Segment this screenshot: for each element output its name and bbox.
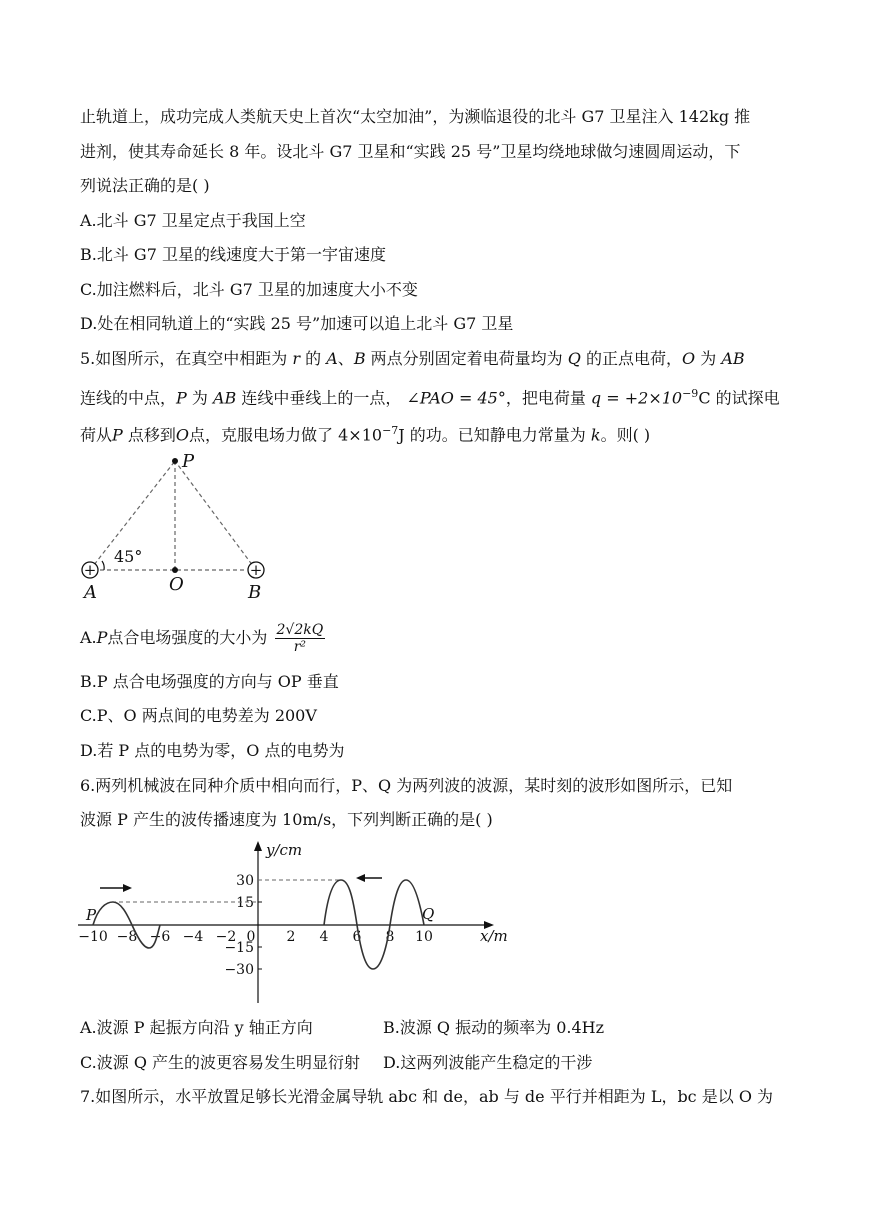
- q5-text: ，把电荷量: [505, 388, 586, 408]
- q5-text: 连线的中点，: [80, 388, 177, 408]
- x-tick-label: −4: [182, 929, 204, 945]
- q5-var-p: P: [176, 388, 187, 408]
- charge-a-plus: +: [83, 561, 97, 579]
- q5-text: 两点分别固定着电荷量均为: [370, 349, 563, 368]
- y-tick-label: −15: [224, 940, 254, 956]
- q5-text: 、: [337, 349, 354, 368]
- arrow-right-head: [123, 884, 132, 892]
- x-tick-label: −10: [78, 929, 108, 945]
- y-tick-label: 15: [236, 895, 254, 911]
- arrow-left-head: [356, 874, 365, 882]
- q5-var-k: k: [590, 425, 601, 445]
- q4-option-a: A.北斗 G7 卫星定点于我国上空: [80, 211, 306, 230]
- q5-line-3: [80, 420, 650, 446]
- q5-text: 连线中垂线上的一点，: [241, 388, 402, 408]
- label-o: O: [169, 574, 184, 595]
- q5-var-o: O: [175, 425, 190, 445]
- source-label-p: P: [86, 906, 97, 924]
- x-tick-label: −8: [116, 929, 138, 945]
- angle-arc: [102, 561, 104, 570]
- q5-exponent: −7: [382, 424, 399, 437]
- q5-charge-diagram: [78, 448, 278, 608]
- label-p: P: [182, 451, 195, 472]
- q5-text: 点合电场强度的大小为: [107, 628, 268, 647]
- x-tick-label: 8: [385, 929, 395, 945]
- q6-option-c: C.波源 Q 产生的波更容易发生明显衍射: [80, 1053, 361, 1072]
- q5-option-d: D.若 P 点的电势为零，O 点的电势为: [80, 741, 345, 760]
- q5-var-o: O: [682, 349, 696, 368]
- q5-charge-expr: q = +2×10: [590, 388, 683, 408]
- source-label-q: Q: [422, 905, 435, 923]
- q5-var-q: Q: [567, 349, 581, 368]
- y-axis-arrow: [254, 841, 262, 851]
- q5-text: J 的功。已知静电力常量为: [398, 425, 586, 445]
- q6-line-2: 波源 P 产生的波传播速度为 10m/s，下列判断正确的是( ): [80, 810, 493, 829]
- y-tick-label: 30: [236, 873, 254, 889]
- q5-text: 的正点电荷，: [586, 349, 683, 368]
- q5-line-1: [80, 348, 745, 370]
- q5-text: 点移到: [127, 425, 176, 445]
- y-tick-label: −30: [224, 962, 254, 978]
- label-a: A: [84, 582, 97, 603]
- q5-text: 为: [191, 388, 208, 408]
- q5-text: 5.如图所示，在真空中相距为: [80, 349, 288, 368]
- q5-text: C 的试探电: [698, 388, 780, 408]
- q5-text: 为: [700, 349, 717, 368]
- x-tick-label: 6: [352, 929, 362, 945]
- q5-option-c: C.P、O 两点间的电势差为 200V: [80, 706, 317, 725]
- point-o-dot: [172, 567, 178, 573]
- q5-var-p: P: [112, 425, 123, 445]
- q5-angle-expr: ∠PAO = 45°: [406, 388, 506, 408]
- q7-line-1: 7.如图所示，水平放置足够长光滑金属导轨 abc 和 de，ab 与 de 平行并相距为 L，bc 是以 O 为: [80, 1087, 774, 1106]
- q4-line-1: 止轨道上，成功完成人类航天史上首次“太空加油”，为濒临退役的北斗 G7 卫星注入 142kg 推: [80, 107, 751, 126]
- fraction-numerator: 2√2kQ: [276, 622, 324, 638]
- q4-option-d: D.处在相同轨道上的“实践 25 号”加速可以追上北斗 G7 卫星: [80, 314, 514, 333]
- q5-text: 。则( ): [600, 425, 651, 445]
- q5-var-ab: AB: [721, 349, 745, 368]
- q5-text: 的: [305, 349, 322, 368]
- q4-line-3: 列说法正确的是( ): [80, 176, 210, 195]
- q4-option-b: B.北斗 G7 卫星的线速度大于第一宇宙速度: [80, 245, 386, 264]
- x-tick-label: 10: [415, 929, 433, 945]
- q6-option-b: B.波源 Q 振动的频率为 0.4Hz: [383, 1018, 605, 1037]
- x-axis-label: x/m: [480, 927, 508, 945]
- y-axis-label: y/cm: [266, 841, 303, 859]
- q5-exponent: −9: [682, 387, 699, 400]
- x-tick-label: −2: [215, 929, 237, 945]
- q5-text: A.: [80, 628, 97, 647]
- dashed-line-bp: [175, 461, 256, 570]
- q4-line-2: 进剂，使其寿命延长 8 年。设北斗 G7 卫星和“实践 25 号”卫星均绕地球做匀速圆周运动，下: [80, 142, 741, 161]
- q6-option-d: D.这两列波能产生稳定的干涉: [383, 1053, 593, 1072]
- charge-b-plus: +: [249, 561, 263, 579]
- q5-var-r: r: [292, 349, 301, 368]
- q5-text: 点，克服电场力做了 4×10: [189, 425, 383, 445]
- q5-var-a: A: [326, 349, 338, 368]
- x-tick-label: −6: [149, 929, 171, 945]
- angle-label: 45°: [114, 547, 143, 566]
- q5-var-ab: AB: [212, 388, 237, 408]
- q5-var-p: P: [96, 628, 108, 647]
- fraction-denominator: r²: [293, 639, 307, 655]
- field-strength-fraction: [275, 622, 326, 655]
- q6-wave-graph: [76, 838, 516, 1008]
- q5-option-a: [80, 622, 325, 655]
- q4-option-c: C.加注燃料后，北斗 G7 卫星的加速度大小不变: [80, 280, 418, 299]
- q6-option-a: A.波源 P 起振方向沿 y 轴正方向: [80, 1018, 313, 1037]
- q5-var-b: B: [353, 349, 366, 368]
- q5-option-b: B.P 点合电场强度的方向与 OP 垂直: [80, 672, 339, 691]
- q6-line-1: 6.两列机械波在同种介质中相向而行，P、Q 为两列波的波源，某时刻的波形如图所示，已知: [80, 776, 733, 795]
- label-b: B: [248, 582, 262, 603]
- point-p-dot: [172, 458, 178, 464]
- x-origin-label: 0: [246, 929, 256, 945]
- q5-line-2: [80, 383, 780, 409]
- x-tick-label: 4: [319, 929, 329, 945]
- q5-text: 荷从: [80, 425, 113, 445]
- x-tick-label: 2: [286, 929, 296, 945]
